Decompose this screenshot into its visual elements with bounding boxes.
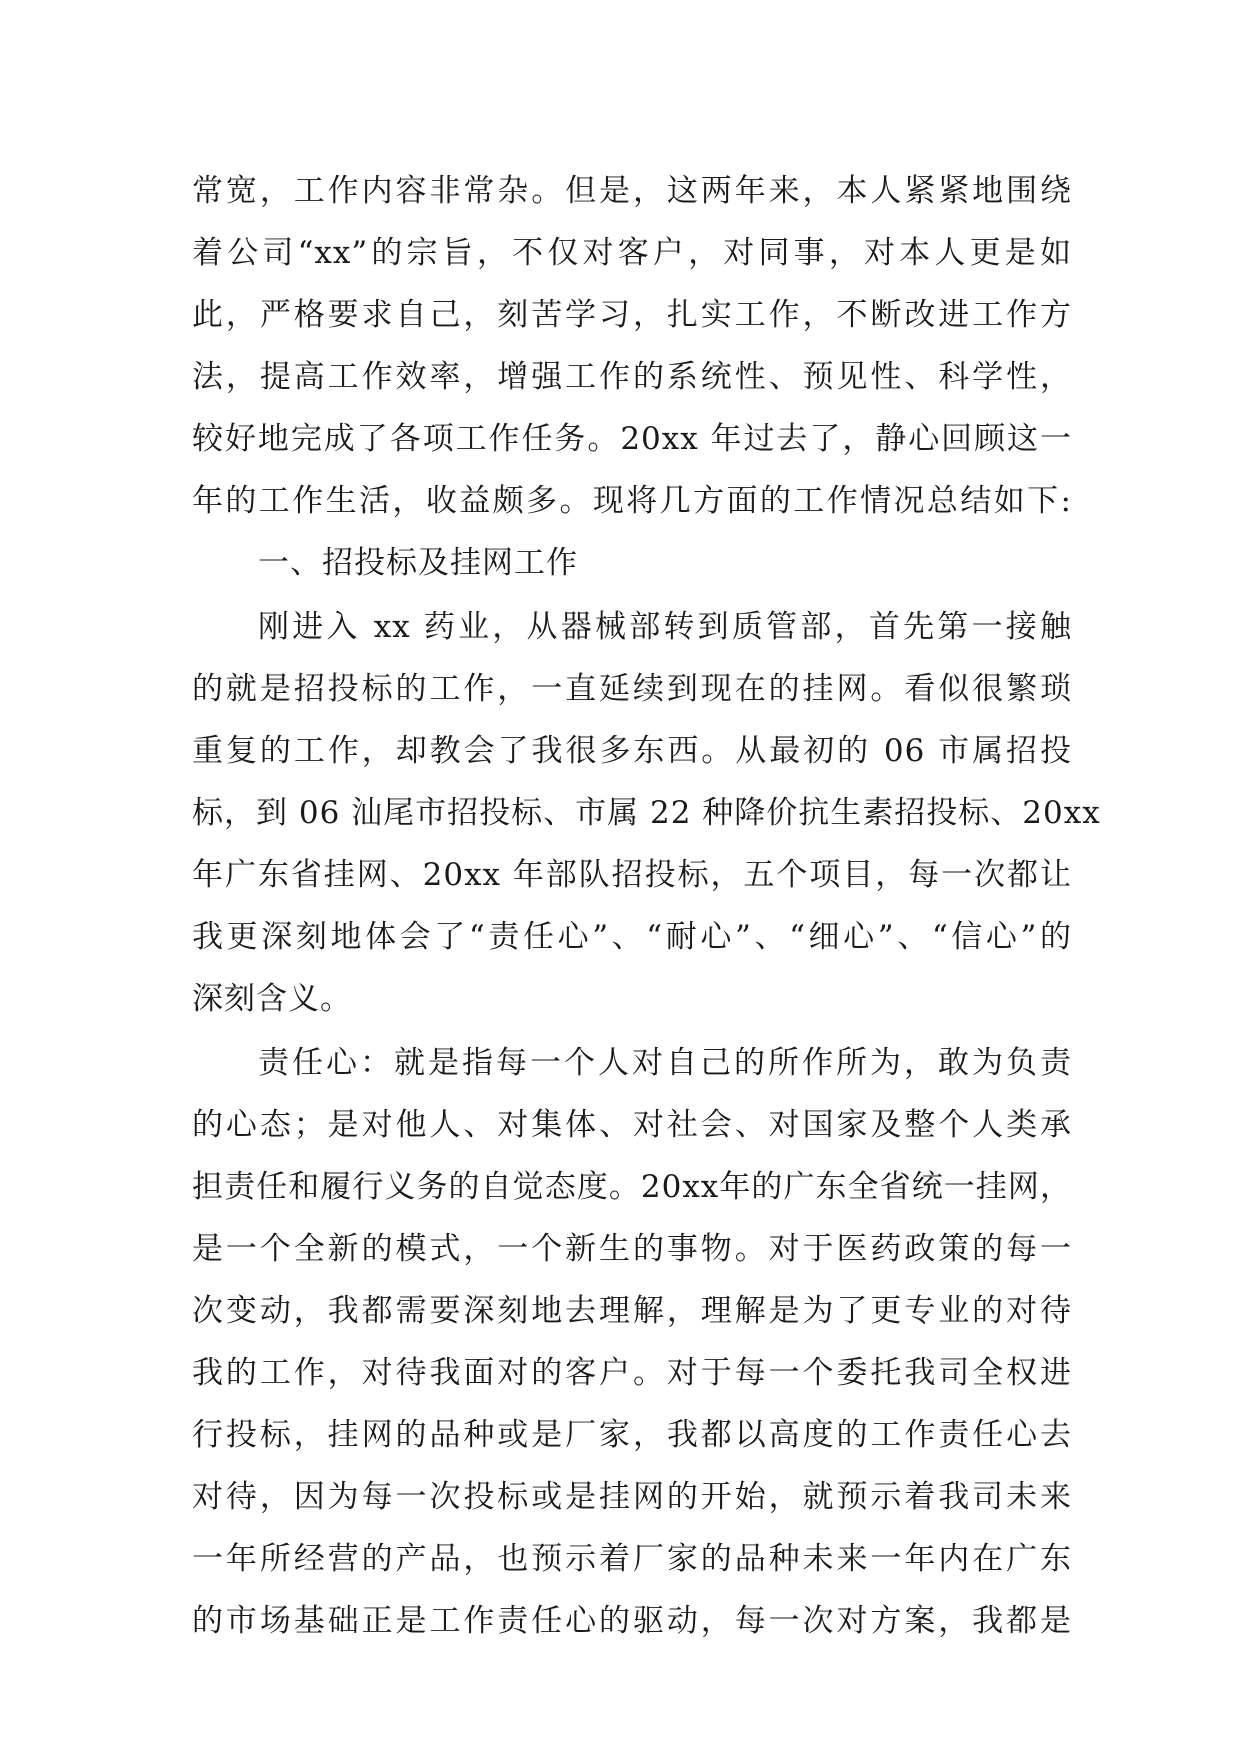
text-line: 重复的工作，却教会了我很多东西。从最初的 06 市属招投	[192, 733, 1072, 769]
text-line: 的心态；是对他人、对集体、对社会、对国家及整个人类承	[192, 1107, 1072, 1143]
text-line: 较好地完成了各项工作任务。20xx 年过去了，静心回顾这一	[192, 421, 1072, 457]
text-line: 我的工作，对待我面对的客户。对于每一个委托我司全权进	[192, 1355, 1072, 1391]
text-line: 标，到 06 汕尾市招投标、市属 22 种降价抗生素招投标、20xx	[192, 795, 1101, 831]
text-line: 着公司“xx”的宗旨，不仅对客户，对同事，对本人更是如	[192, 235, 1072, 271]
text-line: 一年所经营的产品，也预示着厂家的品种未来一年内在广东	[192, 1541, 1072, 1577]
section-heading: 一、招投标及挂网工作	[258, 545, 578, 581]
text-line: 法，提高工作效率，增强工作的系统性、预见性、科学性，	[192, 359, 1072, 395]
text-line: 次变动，我都需要深刻地去理解，理解是为了更专业的对待	[192, 1293, 1072, 1329]
text-line: 对待，因为每一次投标或是挂网的开始，就预示着我司未来	[192, 1479, 1072, 1515]
text-line: 是一个全新的模式，一个新生的事物。对于医药政策的每一	[192, 1231, 1072, 1267]
text-line: 刚进入 xx 药业，从器械部转到质管部，首先第一接触	[258, 609, 1072, 645]
text-line: 我更深刻地体会了“责任心”、“耐心”、“细心”、“信心”的	[192, 919, 1072, 955]
text-line: 的市场基础正是工作责任心的驱动，每一次对方案，我都是	[192, 1603, 1072, 1639]
text-line: 此，严格要求自己，刻苦学习，扎实工作，不断改进工作方	[192, 297, 1072, 333]
text-line: 担责任和履行义务的自觉态度。20xx年的广东全省统一挂网，	[192, 1169, 1072, 1205]
text-line: 责任心：就是指每一个人对自己的所作所为，敢为负责	[258, 1045, 1072, 1081]
text-line: 常宽，工作内容非常杂。但是，这两年来，本人紧紧地围绕	[192, 173, 1072, 209]
text-line: 深刻含义。	[192, 981, 352, 1017]
document-body	[192, 160, 1101, 1652]
text-line: 的就是招投标的工作，一直延续到现在的挂网。看似很繁琐	[192, 671, 1072, 707]
text-line: 年广东省挂网、20xx 年部队招投标，五个项目，每一次都让	[192, 857, 1072, 893]
text-line: 年的工作生活，收益颇多。现将几方面的工作情况总结如下:	[192, 483, 1072, 519]
text-line: 行投标，挂网的品种或是厂家，我都以高度的工作责任心去	[192, 1417, 1072, 1453]
